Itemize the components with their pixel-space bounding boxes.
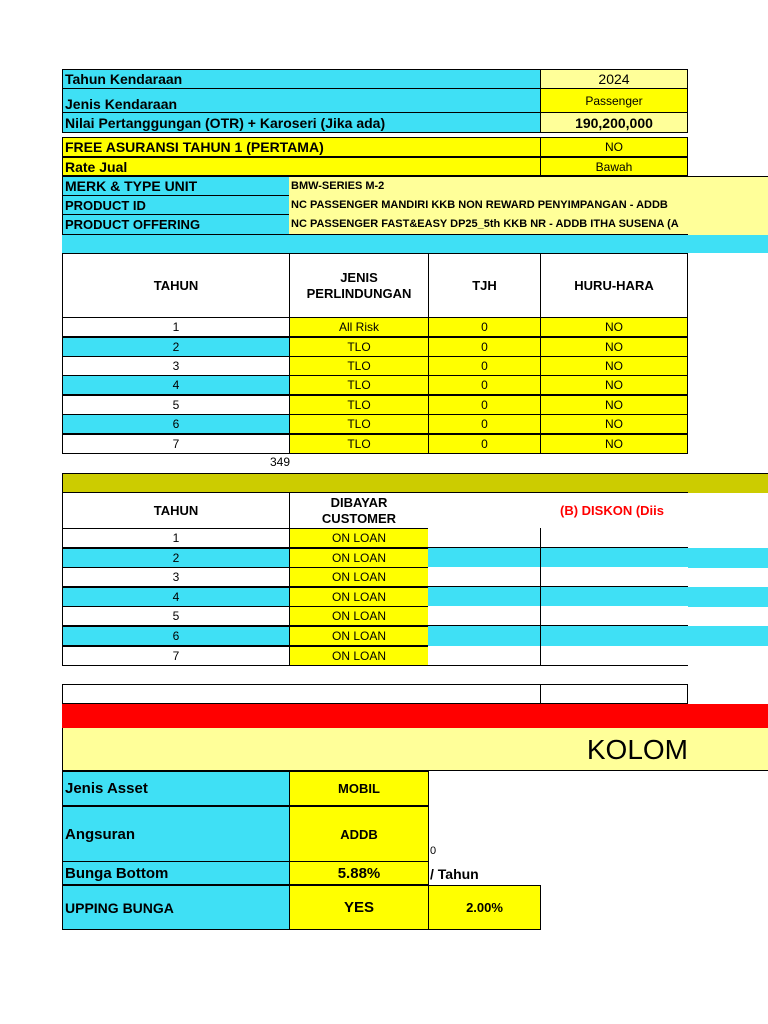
table-row-huru-hara[interactable]: NO	[540, 434, 688, 454]
table1-header-tahun: TAHUN	[62, 253, 290, 318]
separator-band-olive	[62, 473, 768, 493]
bunga-bottom-unit: / Tahun	[430, 866, 479, 882]
table-row-tahun: 3	[62, 356, 290, 376]
table-row-diskon-a[interactable]	[428, 528, 541, 548]
table-row-tjh[interactable]: 0	[428, 434, 541, 454]
product-id-spill	[688, 195, 768, 215]
table1-footnote: 349	[269, 455, 290, 469]
angsuran-label: Angsuran	[62, 806, 290, 862]
table-row-diskon-b[interactable]	[540, 646, 688, 666]
free-asuransi-label: FREE ASURANSI TAHUN 1 (PERTAMA)	[62, 137, 541, 157]
table-row-tahun: 5	[62, 395, 290, 415]
table-row-diskon-a[interactable]	[428, 646, 541, 666]
table-row-diskon-a[interactable]	[428, 567, 541, 587]
table-row-jenis[interactable]: TLO	[289, 337, 429, 357]
merk-type-label: MERK & TYPE UNIT	[62, 176, 290, 196]
upping-bunga-label: UPPING BUNGA	[62, 885, 290, 930]
table-row-tahun: 2	[62, 548, 290, 568]
table-row-tahun: 7	[62, 646, 290, 666]
table-row-huru-hara[interactable]: NO	[540, 414, 688, 434]
table-row-diskon-b[interactable]	[540, 567, 688, 587]
bunga-bottom-label: Bunga Bottom	[62, 861, 290, 885]
table-row-tahun: 2	[62, 337, 290, 357]
jenis-kendaraan-label: Jenis Kendaraan	[62, 88, 541, 113]
table-row-tahun: 6	[62, 414, 290, 434]
table-row-diskon-a[interactable]	[428, 548, 541, 568]
angsuran-value[interactable]: ADDB	[289, 806, 429, 862]
bunga-bottom-value[interactable]: 5.88%	[289, 861, 429, 885]
table-row-dibayar[interactable]: ON LOAN	[289, 528, 429, 548]
table-row-huru-hara[interactable]: NO	[540, 395, 688, 415]
jenis-asset-label: Jenis Asset	[62, 771, 290, 806]
separator-band-red	[62, 704, 768, 728]
nilai-pertanggungan-value[interactable]: 190,200,000	[540, 112, 688, 133]
empty-row-right[interactable]	[540, 684, 688, 704]
product-id-label: PRODUCT ID	[62, 195, 290, 215]
table1-header-huru-hara: HURU-HARA	[540, 253, 688, 318]
table-row-dibayar[interactable]: ON LOAN	[289, 587, 429, 607]
table-row-huru-hara[interactable]: NO	[540, 375, 688, 395]
table-row-diskon-a[interactable]	[428, 606, 541, 626]
table-row-diskon-b[interactable]	[540, 548, 768, 568]
tahun-kendaraan-label: Tahun Kendaraan	[62, 69, 541, 89]
separator-band-cyan	[62, 235, 768, 253]
table1-header-jenis: JENIS PERLINDUNGAN	[289, 253, 429, 318]
angsuran-extra: 0	[430, 845, 437, 857]
table-row-jenis[interactable]: TLO	[289, 375, 429, 395]
table-row-diskon-b[interactable]	[540, 587, 768, 607]
table-row-tahun: 7	[62, 434, 290, 454]
product-offering-spill	[688, 214, 768, 235]
merk-type-value[interactable]: BMW-SERIES M-2	[289, 176, 768, 196]
table-row-huru-hara[interactable]: NO	[540, 356, 688, 376]
jenis-asset-value[interactable]: MOBIL	[289, 771, 429, 806]
table-row-tahun: 3	[62, 567, 290, 587]
table-row-jenis[interactable]: TLO	[289, 434, 429, 454]
tahun-kendaraan-value[interactable]: 2024	[540, 69, 688, 89]
product-offering-label: PRODUCT OFFERING	[62, 214, 290, 235]
product-id-value[interactable]: NC PASSENGER MANDIRI KKB NON REWARD PENYIMPANGAN - ADDB	[289, 195, 688, 215]
rate-jual-value[interactable]: Bawah	[540, 157, 688, 176]
table-row-diskon-b[interactable]	[540, 606, 688, 626]
table2-header-diskon: (B) DISKON (Diis	[560, 503, 664, 518]
upping-bunga-toggle[interactable]: YES	[289, 885, 429, 930]
table-row-tjh[interactable]: 0	[428, 337, 541, 357]
rate-jual-label: Rate Jual	[62, 157, 541, 176]
upping-bunga-rate[interactable]: 2.00%	[428, 885, 541, 930]
table-row-tjh[interactable]: 0	[428, 356, 541, 376]
table-row-tahun: 4	[62, 375, 290, 395]
table-row-diskon-a[interactable]	[428, 587, 541, 607]
table-row-tjh[interactable]: 0	[428, 375, 541, 395]
table-row-tahun: 1	[62, 528, 290, 548]
product-offering-value[interactable]: NC PASSENGER FAST&EASY DP25_5th KKB NR - ADDB ITHA SUSENA (A	[289, 214, 688, 235]
table-row-tahun: 4	[62, 587, 290, 607]
table-row-diskon-a[interactable]	[428, 626, 541, 646]
table-row-dibayar[interactable]: ON LOAN	[289, 567, 429, 587]
free-asuransi-value[interactable]: NO	[540, 137, 688, 157]
table-row-tahun: 6	[62, 626, 290, 646]
table-row-dibayar[interactable]: ON LOAN	[289, 626, 429, 646]
nilai-pertanggungan-label: Nilai Pertanggungan (OTR) + Karoseri (Jika ada)	[62, 112, 541, 133]
table-row-jenis[interactable]: TLO	[289, 356, 429, 376]
table-row-tahun: 5	[62, 606, 290, 626]
table-row-jenis[interactable]: TLO	[289, 414, 429, 434]
table-row-tjh[interactable]: 0	[428, 317, 541, 337]
table2-header-tahun: TAHUN	[62, 492, 290, 529]
table-row-huru-hara[interactable]: NO	[540, 317, 688, 337]
table-row-huru-hara[interactable]: NO	[540, 337, 688, 357]
table-row-jenis[interactable]: All Risk	[289, 317, 429, 337]
table-row-dibayar[interactable]: ON LOAN	[289, 548, 429, 568]
table-row-tjh[interactable]: 0	[428, 414, 541, 434]
jenis-kendaraan-value[interactable]: Passenger	[540, 88, 688, 113]
table-row-diskon-b[interactable]	[540, 528, 688, 548]
table-row-tjh[interactable]: 0	[428, 395, 541, 415]
table-row-diskon-b[interactable]	[540, 626, 768, 646]
table2-header-dibayar: DIBAYAR CUSTOMER	[289, 492, 429, 529]
table-row-dibayar[interactable]: ON LOAN	[289, 606, 429, 626]
empty-row-left[interactable]	[62, 684, 541, 704]
table1-header-tjh: TJH	[428, 253, 541, 318]
table-row-jenis[interactable]: TLO	[289, 395, 429, 415]
table-row-dibayar[interactable]: ON LOAN	[289, 646, 429, 666]
table-row-tahun: 1	[62, 317, 290, 337]
kolom-title: KOLOM	[586, 733, 688, 765]
